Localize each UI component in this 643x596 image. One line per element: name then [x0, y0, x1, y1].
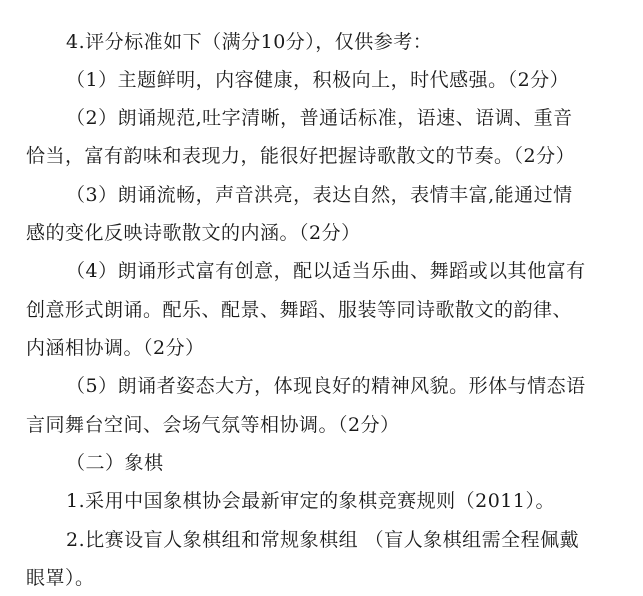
criterion-1-line: （1）主题鲜明，内容健康，积极向上，时代感强。（2分） — [66, 69, 570, 91]
criterion-4-line-3: 内涵相协调。（2分） — [26, 337, 205, 359]
chess-rule-2-line-1: 2.比赛设盲人象棋组和常规象棋组 （盲人象棋组需全程佩戴 — [66, 529, 580, 551]
criterion-2-line-1: （2）朗诵规范,吐字清晰，普通话标准，语速、语调、重音 — [66, 107, 573, 129]
chess-rule-1-line: 1.采用中国象棋协会最新审定的象棋竞赛规则（2011）。 — [66, 490, 555, 512]
criterion-4-line-1: （4）朗诵形式富有创意，配以适当乐曲、舞蹈或以其他富有 — [66, 260, 586, 282]
chess-rule-2-line-2: 眼罩）。 — [26, 567, 95, 589]
criterion-3-line-1: （3）朗诵流畅，声音洪亮，表达自然，表情丰富,能通过情 — [66, 184, 573, 206]
criterion-3-line-2: 感的变化反映诗歌散文的内涵。（2分） — [26, 222, 361, 244]
section-chess-heading: （二）象棋 — [66, 452, 164, 474]
criterion-5-line-1: （5）朗诵者姿态大方，体现良好的精神风貌。形体与情态语 — [66, 375, 586, 397]
scoring-criteria-heading: 4.评分标准如下（满分10分），仅供参考： — [66, 31, 433, 53]
criterion-5-line-2: 言同舞台空间、会场气氛等相协调。（2分） — [26, 414, 400, 436]
criterion-2-line-2: 恰当，富有韵味和表现力，能很好把握诗歌散文的节奏。（2分） — [26, 145, 576, 167]
criterion-4-line-2: 创意形式朗诵。配乐、配景、舞蹈、服装等同诗歌散文的韵律、 — [26, 299, 573, 321]
